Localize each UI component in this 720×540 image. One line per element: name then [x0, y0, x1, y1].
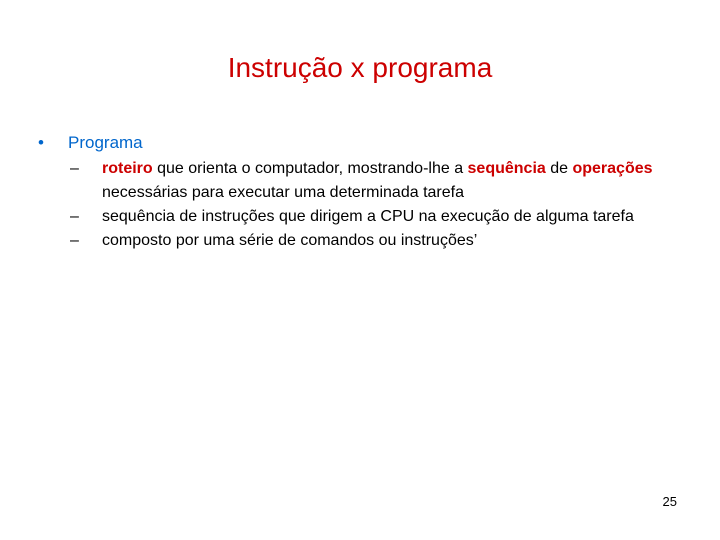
highlight-term: operações	[572, 160, 653, 177]
dash-marker: –	[70, 160, 79, 177]
highlight-term: sequência	[467, 160, 546, 177]
sub-item-2	[70, 205, 670, 229]
highlight-term: roteiro	[102, 160, 153, 177]
sub-item-1	[70, 157, 670, 205]
dash-marker: –	[70, 208, 79, 225]
sub-item-text: necessárias para executar uma determinada tarefa	[102, 184, 464, 201]
bullet-marker: •	[38, 133, 44, 152]
bullet-label: Programa	[68, 133, 143, 152]
sub-item-text: que orienta o computador, mostrando-lhe a	[152, 160, 468, 177]
sub-bullet-list	[70, 157, 670, 253]
dash-marker: –	[70, 232, 79, 249]
sub-item-text: de	[545, 160, 573, 177]
bullet-programa	[38, 131, 143, 155]
sub-item-3	[70, 229, 670, 253]
slide-title: Instrução x programa	[227, 52, 493, 83]
page-number: 25	[662, 494, 677, 509]
sub-item-text: sequência de instruções que dirigem a CPU na execução de alguma tarefa	[102, 208, 634, 225]
sub-item-text: composto por uma série de comandos ou instruções’	[102, 232, 478, 249]
